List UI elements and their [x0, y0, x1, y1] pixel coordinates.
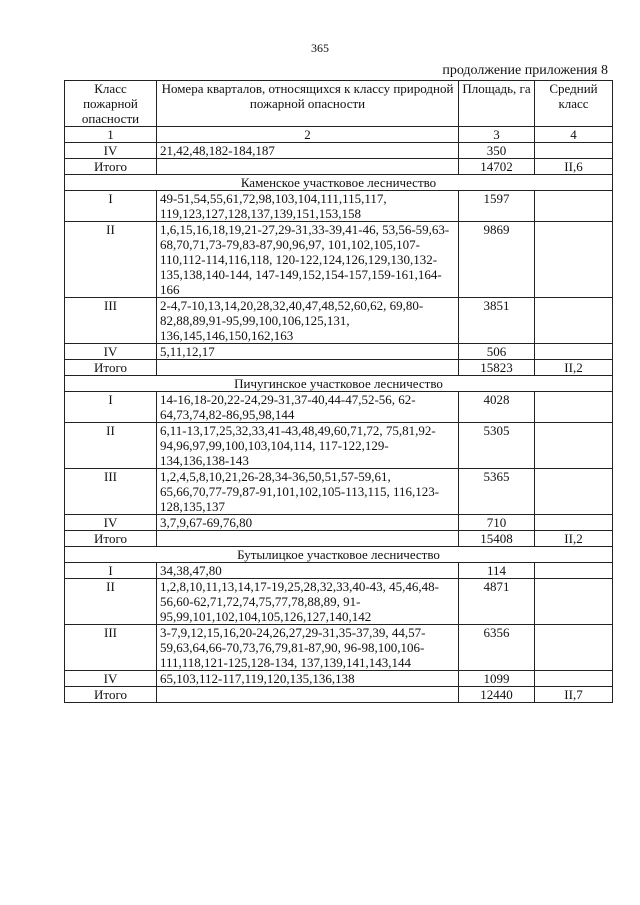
area-cell: 4871	[459, 579, 535, 625]
hazard-class-cell: III	[65, 298, 157, 344]
total-label: Итого	[65, 687, 157, 703]
quarters-cell: 21,42,48,182-184,187	[157, 143, 459, 159]
hazard-class-cell: III	[65, 469, 157, 515]
hazard-class-cell: IV	[65, 344, 157, 360]
hazard-class-cell: IV	[65, 671, 157, 687]
table-row	[65, 671, 613, 687]
fire-hazard-table	[64, 80, 613, 703]
total-area: 12440	[459, 687, 535, 703]
header-average-class: Средний класс	[535, 81, 613, 127]
average-class-value: II,2	[535, 360, 613, 376]
quarters-cell: 49-51,54,55,61,72,98,103,104,111,115,117, 119,123,127,128,137,139,151,153,158	[157, 191, 459, 222]
table-row	[65, 222, 613, 298]
quarters-cell: 6,11-13,17,25,32,33,41-43,48,49,60,71,72, 75,81,92-94,96,97,99,100,103,104,114, 117-122,129-134,136,138-143	[157, 423, 459, 469]
table-row	[65, 298, 613, 344]
average-class-cell	[535, 469, 613, 515]
section-title-row	[65, 376, 613, 392]
column-number: 4	[535, 127, 613, 143]
quarters-cell	[157, 360, 459, 376]
section-title: Бутылицкое участковое лесничество	[65, 547, 613, 563]
average-class-cell	[535, 298, 613, 344]
hazard-class-cell: II	[65, 222, 157, 298]
total-row	[65, 687, 613, 703]
quarters-cell: 14-16,18-20,22-24,29-31,37-40,44-47,52-56, 62-64,73,74,82-86,95,98,144	[157, 392, 459, 423]
quarters-cell: 3-7,9,12,15,16,20-24,26,27,29-31,35-37,39, 44,57-59,63,64,66-70,73,76,79,81-87,90, 96-98,100,106-111,118,121-125,128-134, 137,139,141,143,144	[157, 625, 459, 671]
total-label: Итого	[65, 360, 157, 376]
hazard-class-cell: II	[65, 423, 157, 469]
average-class-cell	[535, 143, 613, 159]
hazard-class-cell: IV	[65, 143, 157, 159]
total-row	[65, 531, 613, 547]
table-row	[65, 143, 613, 159]
table-row	[65, 191, 613, 222]
continuation-note: продолжение приложения 8	[442, 63, 608, 78]
area-cell: 710	[459, 515, 535, 531]
table-row	[65, 392, 613, 423]
hazard-class-cell: I	[65, 563, 157, 579]
average-class-value: II,7	[535, 687, 613, 703]
area-cell: 9869	[459, 222, 535, 298]
average-class-cell	[535, 563, 613, 579]
average-class-cell	[535, 344, 613, 360]
quarters-cell: 5,11,12,17	[157, 344, 459, 360]
quarters-cell: 3,7,9,67-69,76,80	[157, 515, 459, 531]
average-class-cell	[535, 191, 613, 222]
column-number: 1	[65, 127, 157, 143]
hazard-class-cell: IV	[65, 515, 157, 531]
area-cell: 506	[459, 344, 535, 360]
hazard-class-cell: III	[65, 625, 157, 671]
quarters-cell	[157, 159, 459, 175]
average-class-cell	[535, 671, 613, 687]
total-area: 14702	[459, 159, 535, 175]
column-numbers-row	[65, 127, 613, 143]
average-class-cell	[535, 625, 613, 671]
quarters-cell: 1,6,15,16,18,19,21-27,29-31,33-39,41-46, 53,56-59,63-68,70,71,73-79,83-87,90,96,97, 101,102,105,107-110,112-114,116,118, 120-122,124,126,129,130,132-135,138,140-144, 147-149,152,154-157,159-161,164-166	[157, 222, 459, 298]
quarters-cell: 1,2,8,10,11,13,14,17-19,25,28,32,33,40-43, 45,46,48-56,60-62,71,72,74,75,77,78,88,89, 91-95,99,101,102,104,105,126,127,140,142	[157, 579, 459, 625]
quarters-cell: 34,38,47,80	[157, 563, 459, 579]
hazard-class-cell: I	[65, 191, 157, 222]
average-class-cell	[535, 392, 613, 423]
quarters-cell	[157, 687, 459, 703]
total-label: Итого	[65, 531, 157, 547]
area-cell: 3851	[459, 298, 535, 344]
area-cell: 114	[459, 563, 535, 579]
total-row	[65, 159, 613, 175]
table-header-row	[65, 81, 613, 127]
header-hazard-class: Класс пожарной опасности	[65, 81, 157, 127]
area-cell: 1099	[459, 671, 535, 687]
total-area: 15823	[459, 360, 535, 376]
average-class-value: II,6	[535, 159, 613, 175]
total-area: 15408	[459, 531, 535, 547]
area-cell: 6356	[459, 625, 535, 671]
hazard-class-cell: I	[65, 392, 157, 423]
average-class-cell	[535, 515, 613, 531]
table-row	[65, 515, 613, 531]
area-cell: 350	[459, 143, 535, 159]
table-row	[65, 469, 613, 515]
quarters-cell	[157, 531, 459, 547]
table-row	[65, 563, 613, 579]
quarters-cell: 65,103,112-117,119,120,135,136,138	[157, 671, 459, 687]
table-row	[65, 625, 613, 671]
average-class-cell	[535, 423, 613, 469]
average-class-value: II,2	[535, 531, 613, 547]
average-class-cell	[535, 222, 613, 298]
section-title-row	[65, 175, 613, 191]
column-number: 3	[459, 127, 535, 143]
table-row	[65, 344, 613, 360]
area-cell: 4028	[459, 392, 535, 423]
section-title: Пичугинское участковое лесничество	[65, 376, 613, 392]
hazard-class-cell: II	[65, 579, 157, 625]
area-cell: 5305	[459, 423, 535, 469]
header-area: Площадь, га	[459, 81, 535, 127]
section-title-row	[65, 547, 613, 563]
total-label: Итого	[65, 159, 157, 175]
quarters-cell: 2-4,7-10,13,14,20,28,32,40,47,48,52,60,62, 69,80-82,88,89,91-95,99,100,106,125,131, 136,145,146,150,162,163	[157, 298, 459, 344]
page-number: 365	[311, 41, 329, 55]
section-title: Каменское участковое лесничество	[65, 175, 613, 191]
area-cell: 1597	[459, 191, 535, 222]
table-row	[65, 579, 613, 625]
area-cell: 5365	[459, 469, 535, 515]
total-row	[65, 360, 613, 376]
column-number: 2	[157, 127, 459, 143]
table-row	[65, 423, 613, 469]
quarters-cell: 1,2,4,5,8,10,21,26-28,34-36,50,51,57-59,61, 65,66,70,77-79,87-91,101,102,105-113,115, 116,123-128,135,137	[157, 469, 459, 515]
header-quarters: Номера кварталов, относящихся к классу природной пожарной опасности	[157, 81, 459, 127]
average-class-cell	[535, 579, 613, 625]
